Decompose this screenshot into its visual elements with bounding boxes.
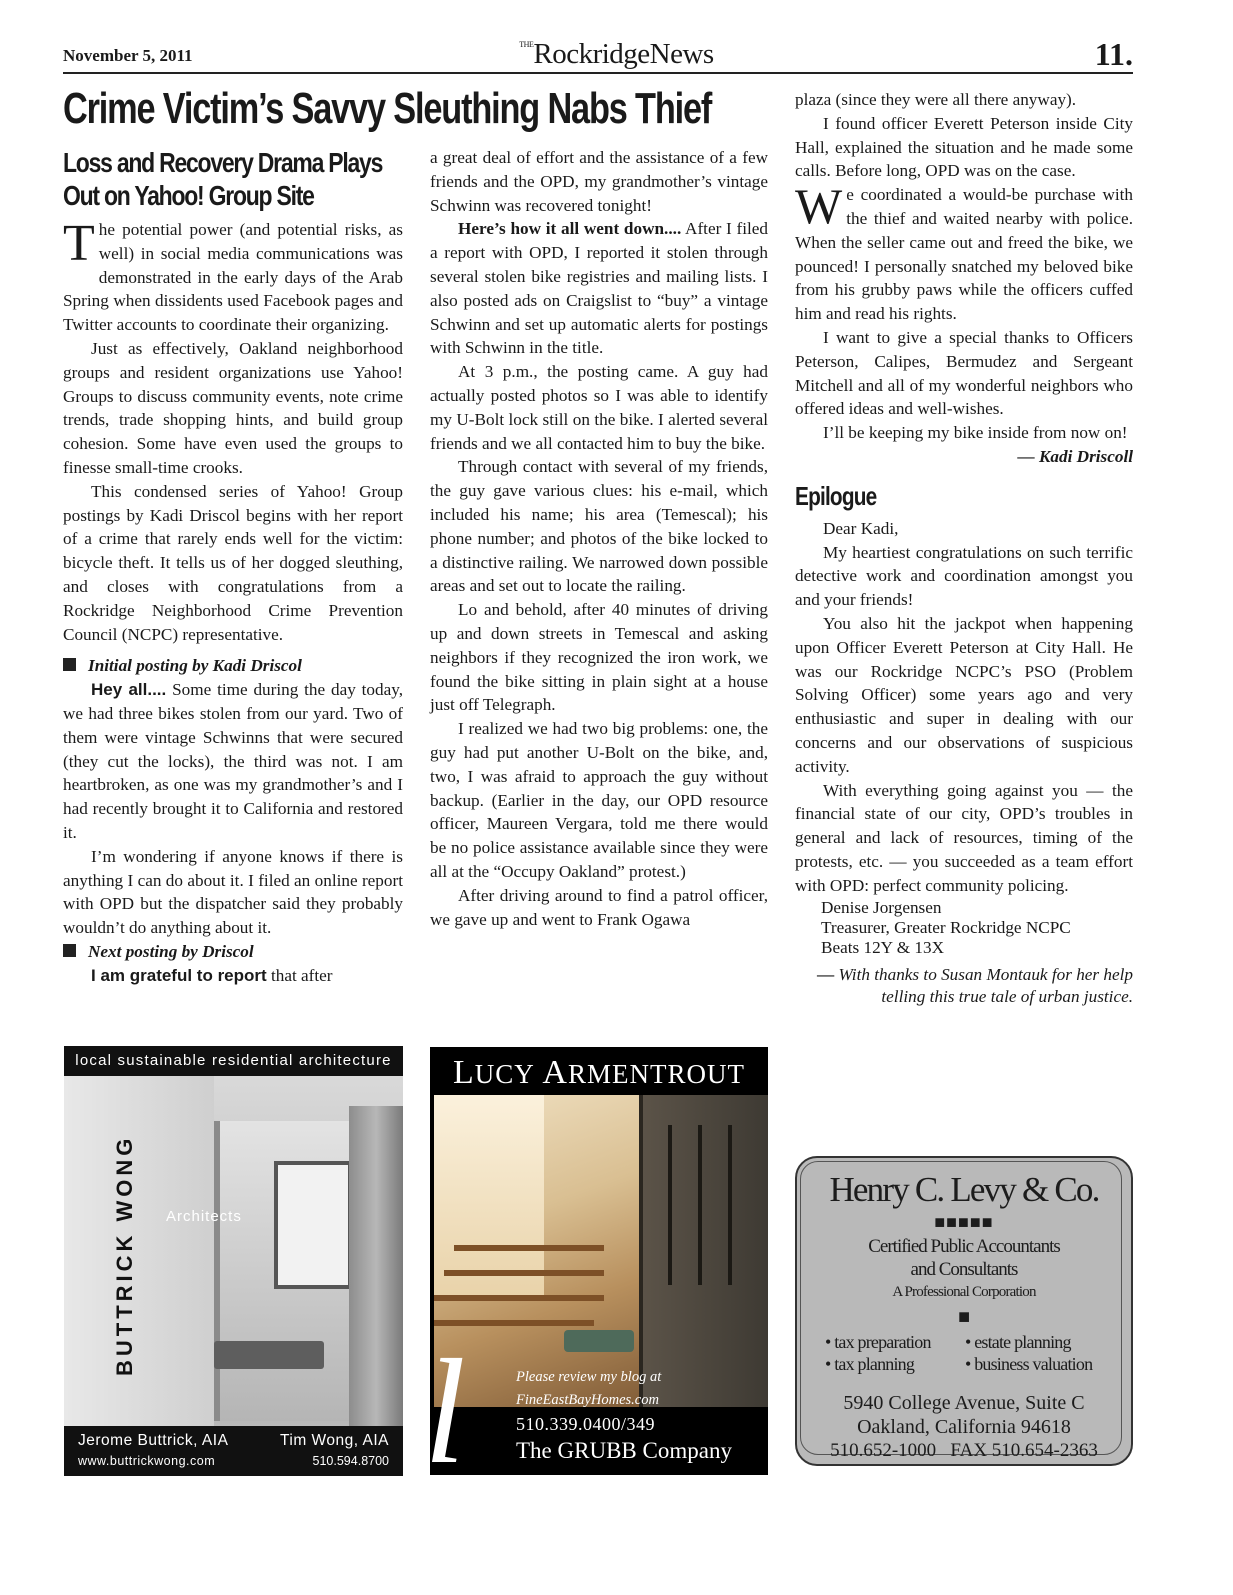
body-paragraph: I realized we had two big problems: one, the guy had put another U-Bolt on the bike, and, two, I was afraid to approach the guy without backup. (Earlier in the day, our OPD resource officer, Maureen Vergara, told me there would be no police assistance available since they were all at the “Occupy Oakland” protest.) <box>430 719 768 881</box>
photo-stair <box>454 1245 604 1251</box>
body-paragraph: a great deal of effort and the assistance of a few friends and the OPD, my grandmother’s vintage Schwinn was recovered tonight! <box>430 148 768 215</box>
bullet-square-icon <box>63 944 76 957</box>
ad-henry-levy[interactable] <box>795 1156 1133 1466</box>
photo-stair <box>444 1270 604 1276</box>
service-item: • estate planning <box>965 1332 1071 1352</box>
ad-footer <box>64 1426 403 1476</box>
signature-name: Denise Jorgensen <box>821 897 942 917</box>
body-paragraph: At 3 p.m., the posting came. A guy had actually posted photos so I was able to identify my U-Bolt lock still on the bike. I alerted several friends and we all contacted him to buy the bike. <box>430 362 768 453</box>
article-column-1 <box>63 215 403 987</box>
firm-line-1: Certified Public Accountants <box>868 1236 1060 1257</box>
header-rule <box>63 72 1133 74</box>
ornament-squares-icon: ■■■■■ <box>934 1212 994 1232</box>
ad-buttrick-wong[interactable] <box>64 1046 403 1476</box>
lead-in: Hey all.... <box>91 680 167 700</box>
body-paragraph: After driving around to find a patrol officer, we gave up and went to Frank Ogawa <box>430 885 768 929</box>
firm-name: Henry C. Levy & Co. <box>829 1170 1099 1209</box>
body-paragraph: I’ll be keeping my bike inside from now on! <box>823 423 1128 443</box>
body-paragraph: With everything going against you — the financial state of our city, OPD’s troubles in general and lack of resources, timing of the protests, etc. — you succeeded as a team effort with OPD: perfect community policing. <box>795 780 1133 895</box>
article-column-3 <box>795 88 1133 1008</box>
ad-tagline: local sustainable residential architecture <box>75 1052 392 1069</box>
bullet-square-icon <box>63 658 76 671</box>
body-paragraph <box>63 964 403 987</box>
article-column-2 <box>430 146 768 931</box>
issue-date: November 5, 2011 <box>63 46 193 65</box>
ad-website[interactable]: www.buttrickwong.com <box>78 1454 216 1468</box>
architect-name-1: Jerome Buttrick, AIA <box>78 1432 229 1449</box>
firm-line-2: and Consultants <box>910 1259 1018 1280</box>
body-paragraph: I’m wondering if anyone knows if there is anything I can do about it. I filed an online report with OPD but the dispatcher said they probably wouldn’t do anything about it. <box>63 846 403 938</box>
staircase-photo <box>434 1095 764 1407</box>
architect-name-2: Tim Wong, AIA <box>279 1432 389 1449</box>
ornament-square-icon: ■ <box>957 1306 971 1328</box>
photo-wall <box>434 1095 544 1295</box>
photo-door <box>639 1095 768 1407</box>
body-paragraph <box>795 178 1133 326</box>
masthead-the: THE <box>519 40 534 49</box>
credit-text: With thanks to Susan Montauk for her help telling this true tale of urban justice. <box>834 964 1133 1006</box>
ad-blog-line: Please review my blog at <box>516 1369 662 1385</box>
body-paragraph: This condensed series of Yahoo! Group postings by Kadi Driscol begins with her report of a crime that rarely ends well for the victim: bicycle theft. It tells us of her dogged sleuthing, and closes with congratulations from a Rockridge Neighborhood Crime Prevention Council (NCPC) representative. <box>63 481 403 644</box>
ad-agent-name: LUCY ARMENTROUT <box>453 1054 745 1091</box>
photo-window <box>274 1161 352 1289</box>
photo-wall <box>64 1076 214 1474</box>
masthead-title: RockridgeNews <box>533 38 714 70</box>
lead-in: Here’s how it all went down.... <box>458 219 682 239</box>
photo-grille <box>728 1125 732 1285</box>
photo-grille <box>698 1125 702 1285</box>
service-item: • tax planning <box>825 1354 915 1374</box>
salutation: Dear Kadi, <box>823 518 899 538</box>
credit-note <box>795 964 1133 1008</box>
address-line-1: 5940 College Avenue, Suite C <box>843 1392 1085 1414</box>
drop-cap: T <box>63 215 95 272</box>
photo-grille <box>668 1125 672 1285</box>
photo-bench <box>564 1330 634 1352</box>
signature-title: Treasurer, Greater Rockridge NCPC <box>821 917 1071 937</box>
service-item: • business valuation <box>965 1354 1093 1374</box>
photo-stair <box>434 1295 604 1301</box>
script-logo-icon: l <box>424 1329 466 1495</box>
body-text: Some time during the day today, we had three bikes stolen from our yard. Two of them were vintage Schwinns that were secured (they cut the locks), the third was not. I am heartbroken, as one was my grandmother’s and I had recently brought it to California and restored it. <box>63 680 403 842</box>
ad-subbrand: Architects <box>166 1208 242 1225</box>
body-paragraph: Just as effectively, Oakland neighborhood groups and resident organizations use Yahoo! Groups to discuss community events, note crime trends, trade shopping hints, and build group cohesion. Some have even used the groups to finesse small-time crooks. <box>63 338 403 477</box>
signature-beats: Beats 12Y & 13X <box>821 937 945 957</box>
body-paragraph: You also hit the jackpot when happening upon Officer Everett Peterson at City Hall. He was our Rockridge NCPC’s PSO (Problem Solving Officer) some years ago and very enthusiastic and super in dealing with our concerns and our observations of suspicious activity. <box>795 613 1133 776</box>
ad-brand: BUTTRICK WONG <box>112 1134 137 1376</box>
body-text: e coordinated a would-be purchase with the thief and waited nearby with police. When the seller came out and freed the bike, we pounced! I personally snatched my beloved bike from his grubby paws while the officers cuffed him and read his rights. <box>795 185 1133 324</box>
address-line-2: Oakland, California 94618 <box>857 1416 1071 1438</box>
posting-label <box>63 940 403 964</box>
body-text: After I filed a report with OPD, I reported it stolen through several stolen bike registries and mailing lists. I also posted ads on Craigslist to “buy” a vintage Schwinn and set up automatic alerts for postings with Schwinn in the title. <box>430 219 768 358</box>
ad-lucy-armentrout[interactable] <box>424 1047 768 1495</box>
body-text: that after <box>266 965 333 985</box>
ad-phone: 510.594.8700 <box>312 1454 389 1468</box>
article-headline: Crime Victim’s Savvy Sleuthing Nabs Thief <box>63 84 712 133</box>
body-paragraph <box>430 217 768 360</box>
drop-cap: W <box>795 178 843 235</box>
page-number: 11. <box>1094 36 1133 72</box>
body-paragraph: I found officer Everett Peterson inside City Hall, explained the situation and he made some calls. Before long, OPD was on the case. <box>795 113 1133 181</box>
epilogue-heading: Epilogue <box>795 480 877 511</box>
firm-line-3: A Professional Corporation <box>892 1284 1036 1300</box>
photo-daybed <box>214 1341 324 1369</box>
ad-phone: 510.339.0400/349 <box>516 1414 656 1434</box>
author-signature: — Kadi Driscoll <box>1017 446 1133 466</box>
phone-fax: 510.652-1000 FAX 510.654-2363 <box>830 1440 1098 1461</box>
body-paragraph <box>63 678 403 845</box>
article-subhead: Loss and Recovery Drama Plays Out on Yahoo! Group Site <box>63 147 383 211</box>
body-paragraph: I want to give a special thanks to Officers Peterson, Calipes, Bermudez and Sergeant Mitchell and all of my wonderful neighbors who offered ideas and well-wishes. <box>795 327 1133 419</box>
ad-company: The GRUBB Company <box>516 1438 732 1463</box>
lead-in: I am grateful to report <box>91 965 267 985</box>
masthead <box>0 38 1233 71</box>
intro-paragraph <box>63 215 403 337</box>
ad-blog-url[interactable]: FineEastBayHomes.com <box>516 1392 659 1408</box>
photo-stair <box>434 1320 594 1326</box>
photo-post <box>349 1106 403 1426</box>
body-paragraph: Through contact with several of my friends, the guy gave various clues: his e-mail, which included his name; his area (Temescal); his phone number; and photos of the bike locked to a distinctive railing. We narrowed down possible areas and set out to locate the railing. <box>430 457 768 596</box>
posting-label <box>63 654 403 678</box>
body-paragraph: My heartiest congratulations on such terrific detective work and coordination amongst you and your friends! <box>795 542 1133 610</box>
intro-text: he potential power (and potential risks, as well) in social media communications was demonstrated in the early days of the Arab Spring when dissidents used Facebook pages and Twitter accounts to coordinate their organizing. <box>63 220 403 335</box>
body-paragraph: Lo and behold, after 40 minutes of driving up and down streets in Temescal and asking neighbors if they recognized the iron work, we found the bike sitting in plain sight at a house just off Telegraph. <box>430 600 768 715</box>
posting-label-text: Next posting by Driscol <box>88 941 254 961</box>
service-item: • tax preparation <box>825 1332 931 1352</box>
credit-dash: — <box>816 964 835 984</box>
body-paragraph: plaza (since they were all there anyway). <box>795 90 1077 109</box>
posting-label-text: Initial posting by Kadi Driscol <box>88 656 302 676</box>
